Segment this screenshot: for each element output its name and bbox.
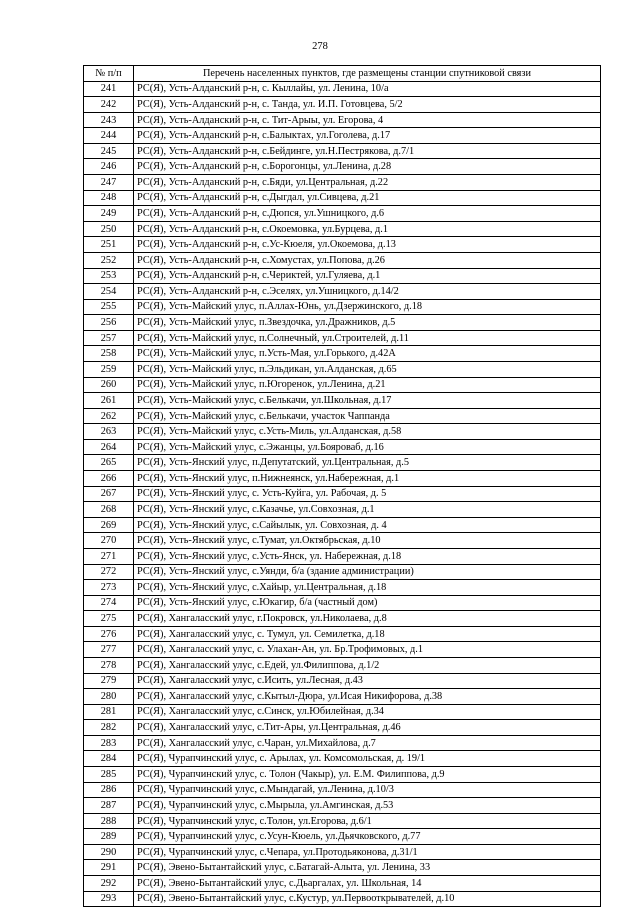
row-location: РС(Я), Усть-Янский улус, с.Уянди, б/а (здание администрации) (134, 564, 601, 580)
table-row (84, 175, 601, 191)
row-number: 289 (84, 829, 134, 845)
table-row (84, 377, 601, 393)
table-row (84, 720, 601, 736)
row-number: 284 (84, 751, 134, 767)
row-location: РС(Я), Усть-Майский улус, п.Югоренок, ул.Ленина, д.21 (134, 377, 601, 393)
row-location: РС(Я), Чурапчинский улус, с.Чепара, ул.Протодьяконова, д.31/1 (134, 844, 601, 860)
row-location: РС(Я), Усть-Майский улус, с.Эжанцы, ул.Бояроваб, д.16 (134, 439, 601, 455)
row-number: 260 (84, 377, 134, 393)
table-row (84, 128, 601, 144)
row-location: РС(Я), Чурапчинский улус, с.Мындагай, ул.Ленина, д.10/3 (134, 782, 601, 798)
table-row (84, 393, 601, 409)
table-body (84, 81, 601, 907)
header-description: Перечень населенных пунктов, где размещены станции спутниковой связи (134, 66, 601, 82)
row-location: РС(Я), Усть-Майский улус, п.Аллах-Юнь, ул.Дзержинского, д.18 (134, 299, 601, 315)
table-row (84, 97, 601, 113)
row-number: 277 (84, 642, 134, 658)
row-location: РС(Я), Эвено-Бытантайский улус, с.Кустур, ул.Первооткрывателей, д.10 (134, 891, 601, 907)
table-row (84, 595, 601, 611)
table-row (84, 299, 601, 315)
row-number: 257 (84, 330, 134, 346)
row-location: РС(Я), Хангаласский улус, с.Исить, ул.Лесная, д.43 (134, 673, 601, 689)
row-number: 250 (84, 221, 134, 237)
row-number: 261 (84, 393, 134, 409)
row-number: 290 (84, 844, 134, 860)
row-number: 269 (84, 517, 134, 533)
table-row (84, 112, 601, 128)
row-location: РС(Я), Усть-Янский улус, с.Сайылык, ул. Совхозная, д. 4 (134, 517, 601, 533)
row-number: 241 (84, 81, 134, 97)
row-location: РС(Я), Усть-Алданский р-н, с.Борогонцы, ул.Ленина, д.28 (134, 159, 601, 175)
table-row (84, 237, 601, 253)
row-number: 255 (84, 299, 134, 315)
row-number: 271 (84, 548, 134, 564)
row-number: 273 (84, 580, 134, 596)
table-row (84, 471, 601, 487)
table-row (84, 361, 601, 377)
row-location: РС(Я), Усть-Алданский р-н, с.Хомустах, ул.Попова, д.26 (134, 252, 601, 268)
header-number: № п/п (84, 66, 134, 82)
stations-table (83, 65, 601, 907)
row-number: 265 (84, 455, 134, 471)
row-number: 264 (84, 439, 134, 455)
row-location: РС(Я), Усть-Янский улус, с.Хайыр, ул.Центральная, д.18 (134, 580, 601, 596)
row-number: 274 (84, 595, 134, 611)
row-number: 263 (84, 424, 134, 440)
table-row (84, 829, 601, 845)
row-location: РС(Я), Хангаласский улус, с.Тит-Ары, ул.Центральная, д.46 (134, 720, 601, 736)
table-row (84, 455, 601, 471)
row-number: 253 (84, 268, 134, 284)
row-number: 293 (84, 891, 134, 907)
table-row (84, 486, 601, 502)
row-number: 287 (84, 798, 134, 814)
table-row (84, 268, 601, 284)
row-number: 272 (84, 564, 134, 580)
row-number: 251 (84, 237, 134, 253)
table-row (84, 642, 601, 658)
row-number: 245 (84, 143, 134, 159)
row-location: РС(Я), Усть-Алданский р-н, с.Бяди, ул.Центральная, д.22 (134, 175, 601, 191)
row-number: 268 (84, 502, 134, 518)
row-number: 288 (84, 813, 134, 829)
row-number: 266 (84, 471, 134, 487)
table-row (84, 782, 601, 798)
table-row (84, 876, 601, 892)
table-row (84, 346, 601, 362)
row-number: 254 (84, 284, 134, 300)
row-location: РС(Я), Чурапчинский улус, с. Толон (Чакыр), ул. Е.М. Филиппова, д.9 (134, 767, 601, 783)
row-location: РС(Я), Усть-Алданский р-н, с. Кыллайы, ул. Ленина, 10/а (134, 81, 601, 97)
row-location: РС(Я), Усть-Янский улус, с.Юкагир, б/а (частный дом) (134, 595, 601, 611)
row-location: РС(Я), Усть-Майский улус, с.Белькачи, участок Чаппанда (134, 408, 601, 424)
row-location: РС(Я), Усть-Янский улус, п.Депутатский, ул.Центральная, д.5 (134, 455, 601, 471)
table-row (84, 81, 601, 97)
table-row (84, 284, 601, 300)
row-number: 291 (84, 860, 134, 876)
table-row (84, 330, 601, 346)
table-row (84, 517, 601, 533)
table-row (84, 844, 601, 860)
row-number: 278 (84, 657, 134, 673)
row-number: 248 (84, 190, 134, 206)
row-number: 285 (84, 767, 134, 783)
row-number: 286 (84, 782, 134, 798)
row-number: 242 (84, 97, 134, 113)
table-row (84, 751, 601, 767)
table-row (84, 891, 601, 907)
row-number: 267 (84, 486, 134, 502)
table-row (84, 580, 601, 596)
table-row (84, 533, 601, 549)
table-row (84, 252, 601, 268)
row-location: РС(Я), Эвено-Бытантайский улус, с.Дьаргалах, ул. Школьная, 14 (134, 876, 601, 892)
table-row (84, 424, 601, 440)
row-location: РС(Я), Усть-Алданский р-н, с. Танда, ул. И.П. Готовцева, 5/2 (134, 97, 601, 113)
table-row (84, 767, 601, 783)
row-location: РС(Я), Усть-Майский улус, п.Звездочка, ул.Дражников, д.5 (134, 315, 601, 331)
row-location: РС(Я), Чурапчинский улус, с.Усун-Кюель, ул.Дьячковского, д.77 (134, 829, 601, 845)
row-location: РС(Я), Усть-Алданский р-н, с.Дыгдал, ул.Сивцева, д.21 (134, 190, 601, 206)
table-row (84, 626, 601, 642)
table-row (84, 143, 601, 159)
row-location: РС(Я), Усть-Майский улус, п.Усть-Мая, ул.Горького, д.42А (134, 346, 601, 362)
table-row (84, 657, 601, 673)
row-location: РС(Я), Хангаласский улус, с. Улахан-Ан, ул. Бр.Трофимовых, д.1 (134, 642, 601, 658)
table-row (84, 408, 601, 424)
table-row (84, 735, 601, 751)
row-number: 281 (84, 704, 134, 720)
row-location: РС(Я), Чурапчинский улус, с.Мырыла, ул.Амгинская, д.53 (134, 798, 601, 814)
row-location: РС(Я), Чурапчинский улус, с.Толон, ул.Егорова, д.6/1 (134, 813, 601, 829)
table-row (84, 315, 601, 331)
table-row (84, 159, 601, 175)
row-location: РС(Я), Усть-Янский улус, п.Нижнеянск, ул.Набережная, д.1 (134, 471, 601, 487)
row-location: РС(Я), Хангаласский улус, с.Едей, ул.Филиппова, д.1/2 (134, 657, 601, 673)
row-number: 282 (84, 720, 134, 736)
row-number: 252 (84, 252, 134, 268)
table-header-row (84, 66, 601, 82)
table-row (84, 190, 601, 206)
row-location: РС(Я), Усть-Янский улус, с. Усть-Куйга, ул. Рабочая, д. 5 (134, 486, 601, 502)
table-row (84, 704, 601, 720)
row-number: 258 (84, 346, 134, 362)
row-number: 244 (84, 128, 134, 144)
table-row (84, 548, 601, 564)
row-number: 292 (84, 876, 134, 892)
row-location: РС(Я), Усть-Майский улус, п.Эльдикан, ул.Алданская, д.65 (134, 361, 601, 377)
row-location: РС(Я), Усть-Алданский р-н, с.Ус-Кюеля, ул.Окоемова, д.13 (134, 237, 601, 253)
row-location: РС(Я), Усть-Алданский р-н, с.Окоемовка, ул.Бурцева, д.1 (134, 221, 601, 237)
row-location: РС(Я), Усть-Алданский р-н, с.Балыктах, ул.Гоголева, д.17 (134, 128, 601, 144)
table-row (84, 689, 601, 705)
row-location: РС(Я), Усть-Алданский р-н, с. Тит-Арыы, ул. Егорова, 4 (134, 112, 601, 128)
row-location: РС(Я), Усть-Янский улус, с.Тумат, ул.Октябрьская, д.10 (134, 533, 601, 549)
row-location: РС(Я), Хангаласский улус, с. Тумул, ул. Семилетка, д.18 (134, 626, 601, 642)
table-row (84, 860, 601, 876)
row-location: РС(Я), Хангаласский улус, с.Кытыл-Дюра, ул.Исая Никифорова, д.38 (134, 689, 601, 705)
table-row (84, 798, 601, 814)
row-location: РС(Я), Хангаласский улус, с.Чаран, ул.Михайлова, д.7 (134, 735, 601, 751)
row-location: РС(Я), Чурапчинский улус, с. Арылах, ул. Комсомольская, д. 19/1 (134, 751, 601, 767)
row-location: РС(Я), Усть-Майский улус, с.Усть-Миль, ул.Алданская, д.58 (134, 424, 601, 440)
row-location: РС(Я), Усть-Алданский р-н, с.Бейдинге, ул.Н.Пестрякова, д.7/1 (134, 143, 601, 159)
table-row (84, 611, 601, 627)
table-row (84, 564, 601, 580)
row-number: 243 (84, 112, 134, 128)
row-number: 247 (84, 175, 134, 191)
row-location: РС(Я), Усть-Алданский р-н, с.Дюпся, ул.Ушницкого, д.6 (134, 206, 601, 222)
row-number: 276 (84, 626, 134, 642)
row-number: 275 (84, 611, 134, 627)
row-number: 249 (84, 206, 134, 222)
row-location: РС(Я), Усть-Янский улус, с.Казачье, ул.Совхозная, д.1 (134, 502, 601, 518)
page-number: 278 (312, 41, 328, 52)
row-number: 259 (84, 361, 134, 377)
row-location: РС(Я), Хангаласский улус, с.Синск, ул.Юбилейная, д.34 (134, 704, 601, 720)
row-location: РС(Я), Усть-Алданский р-н, с.Эселях, ул.Ушницкого, д.14/2 (134, 284, 601, 300)
table-row (84, 206, 601, 222)
row-number: 256 (84, 315, 134, 331)
row-location: РС(Я), Хангаласский улус, г.Покровск, ул.Николаева, д.8 (134, 611, 601, 627)
row-location: РС(Я), Усть-Алданский р-н, с.Чериктей, ул.Гуляева, д.1 (134, 268, 601, 284)
table-row (84, 673, 601, 689)
row-number: 246 (84, 159, 134, 175)
row-location: РС(Я), Усть-Майский улус, с.Белькачи, ул.Школьная, д.17 (134, 393, 601, 409)
row-number: 270 (84, 533, 134, 549)
row-number: 280 (84, 689, 134, 705)
table-row (84, 813, 601, 829)
row-location: РС(Я), Усть-Янский улус, с.Усть-Янск, ул. Набережная, д.18 (134, 548, 601, 564)
row-number: 279 (84, 673, 134, 689)
row-number: 283 (84, 735, 134, 751)
table-row (84, 221, 601, 237)
table-row (84, 502, 601, 518)
row-location: РС(Я), Эвено-Бытантайский улус, с.Батагай-Алыта, ул. Ленина, 33 (134, 860, 601, 876)
row-number: 262 (84, 408, 134, 424)
row-location: РС(Я), Усть-Майский улус, п.Солнечный, ул.Строителей, д.11 (134, 330, 601, 346)
table-row (84, 439, 601, 455)
